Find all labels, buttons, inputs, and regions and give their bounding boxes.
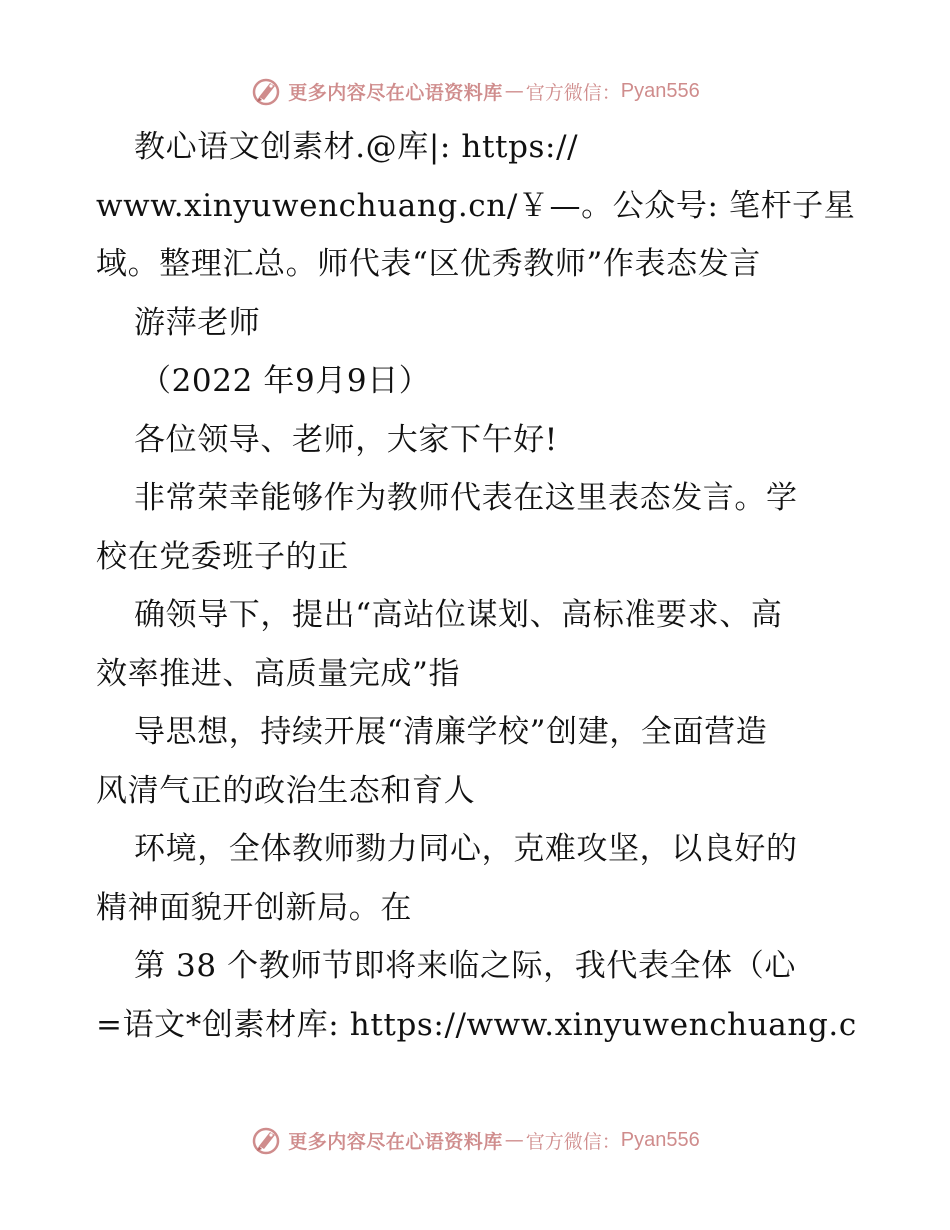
- document-body: [96, 118, 856, 1054]
- banner-wechat-id: Pyan556: [620, 79, 700, 102]
- text-line: 效率推进、高质量完成”指: [96, 655, 461, 692]
- text-line: 游萍老师: [134, 304, 261, 341]
- text-line: 确领导下，提出“高站位谋划、高标准要求、高: [134, 597, 783, 633]
- banner-main-text: 更多内容尽在心语资料库: [288, 1130, 503, 1153]
- pen-nib-logo-icon: [250, 1124, 282, 1156]
- footer-watermark-banner: [0, 1120, 950, 1160]
- banner-main-text: 更多内容尽在心语资料库: [288, 81, 503, 104]
- pen-nib-logo-icon: [250, 75, 282, 107]
- text-line: 第 38 个教师节即将来临之际，我代表全体（心: [134, 948, 796, 984]
- banner-dash: —: [504, 1129, 524, 1151]
- text-line: 环境，全体教师勠力同心，克难攻坚，以良好的: [134, 831, 798, 867]
- banner-wechat-label: 官方微信：: [525, 1130, 621, 1153]
- banner-wechat-label: 官方微信：: [525, 81, 621, 104]
- text-line: =语文*创素材库: https://www.xinyuwenchuang.c: [96, 1006, 857, 1043]
- text-line: （2022 年9月9日）: [140, 363, 431, 399]
- header-watermark-banner: [0, 71, 950, 111]
- text-line: 导思想，持续开展“清廉学校”创建，全面营造: [134, 714, 768, 750]
- text-line: www.xinyuwenchuang.cn/￥—。公众号: 笔杆子星: [96, 187, 856, 224]
- text-line: 教心语文创素材.@库|: https://: [134, 129, 579, 165]
- text-line: 精神面貌开创新局。在: [96, 889, 412, 926]
- text-line: 各位领导、老师，大家下午好!: [134, 421, 558, 458]
- banner-wechat-id: Pyan556: [620, 1128, 700, 1151]
- banner-dash: —: [504, 80, 524, 102]
- text-line: 域。整理汇总。师代表“区优秀教师”作表态发言: [96, 246, 761, 282]
- text-line: 非常荣幸能够作为教师代表在这里表态发言。学: [134, 480, 798, 516]
- text-line: 校在党委班子的正: [96, 538, 349, 575]
- text-line: 风清气正的政治生态和育人: [96, 772, 476, 809]
